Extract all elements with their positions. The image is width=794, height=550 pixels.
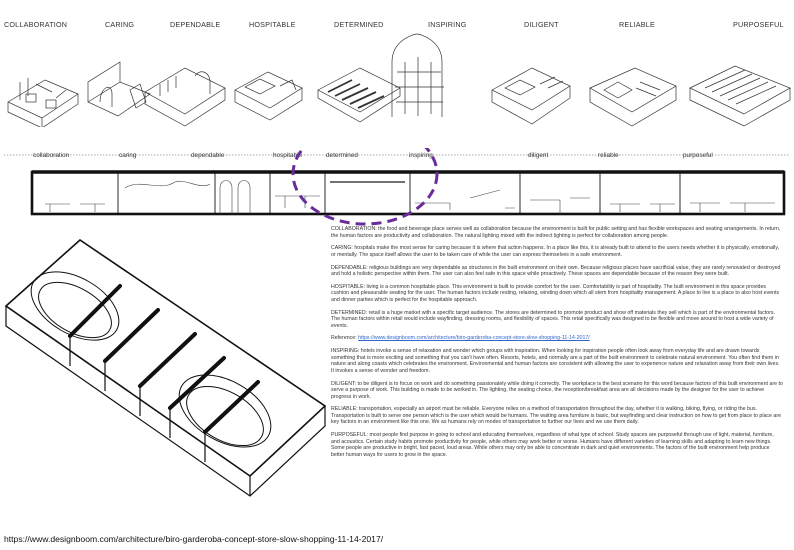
sketch-reliable [590,68,676,126]
section-label-hospitable: hospitable [273,152,303,159]
header-inspiring: INSPIRING [428,20,467,29]
sketch-purposeful [690,66,790,126]
sketch-caring [88,62,150,116]
header-purposeful: PURPOSEFUL [733,20,784,29]
axonometric-plan-detail [0,236,330,536]
building-section-strip [0,148,794,228]
paragraph-reliable: RELIABLE: transportation, especially an airport must be reliable. Everyone relies on a method of transportation throughout the day, whether it is walking, biking, flying, or riding the bus. Transportation is built to serve one person which is the user which would be humans. The waiting area furniture is basic, but wayfinding and clear instruction on how to get from place to place are key factors in an environment like this one. We as humans rely on modes of transportation to further our lives and we use them daily. [331,406,781,426]
sketch-collaboration [8,78,78,127]
header-determined: DETERMINED [334,20,384,29]
paragraph-diligent: DILIGENT: to be diligent is to focus on work and do something passionately while doing it correctly. The workplace is the best scenario for this word because factors of this built environment are to serve a purpose of work. This building is made to be worked in. The lighting, the seating choice, the reception/breakfast area are all decisions made by the designer for the user to achieve progress in work. [331,380,783,400]
section-label-dependable: dependable [191,152,225,159]
paragraph-collaboration: COLLABORATION: the food and beverage place serves well as collaboration because the environment is built for public setting and has flexible workspaces and seating arrangements. In return, the human factors are productivity and collaboration. The natural lighting mixed with the indirect lighting is perfect for collaboration among people. [331,226,781,239]
sketch-diligent [492,68,570,124]
header-diligent: DILIGENT [524,20,559,29]
sketch-determined [318,68,400,122]
sketch-hospitable [235,72,302,120]
section-label-determined: determined [326,152,358,159]
header-reliable: RELIABLE [619,20,655,29]
reference-link[interactable]: https://www.designboom.com/architecture/biro-garderoba-concept-store-slow-shopping-11-14-2017/ [358,335,590,342]
paragraph-purposeful: PURPOSEFUL: most people find purpose in going to school and educating themselves, regardless of what type of school. Study spaces are purposeful through use of light, material, furniture, and acoustics. Certain study habits promote productivity for people, while others may work better or worse. Humans have different varieties of learning skills and adapting to learn new things. Some people are productive in bright, fast paced, loud areas. While others may only be able to concentrate in dark and quiet environments. The factors of the built environment help produce better human ways for users to grow in the space. [331,432,774,458]
description-text [331,226,783,464]
header-collaboration: COLLABORATION [4,20,68,29]
paragraph-caring: CARING: hospitals make the most sense for caring because it is where that action happens. In a place like this, it is already built to attend to the users needs whether it is physically, emotionally, or mentally. The space itself allows the user to be taken care of while the user can express themselves in a safe environment. [331,245,780,258]
section-label-reliable: reliable [598,152,619,159]
paragraph-hospitable: HOSPITABLE: living is a common hospitable place. This environment is built to provide comfort for the user. Comfortability is part of hospitality. The built environment in this space provides cushion and pleasurable seating for the user. The human factors include resting, relaxing, winding down which all stem from hospitality management. A place to live is a place to also host events and dinner parties which is perfect for the hospitable approach. [331,283,780,303]
section-label-collaboration: collaboration [33,152,70,159]
reference: Reference: https://www.designboom.com/architecture/biro-garderoba-concept-store-slow-shopping-11-14-2017/ [331,335,590,342]
paragraph-inspiring: INSPIRING: hotels invoke a sense of relaxation and wonder which groups with inspiration. When looking for inspiration people often look away from everyday life and are drawn towards something that is more exciting and something that you can't have often. Resorts, hotels, and normally are a part of the built environment to celebrate natural environment. You often find them in nature and along coasts which celebrates the environment. Environmental and human factors are consistent with allowing the user to experience nature and relaxation away from their own lives. It invokes a sense of wonder and freedom. [331,348,780,374]
axonometric-sketches [0,32,794,127]
paragraph-determined: DETERMINED: retail is a huge market with a specific target audience. The stores are determined to promote product and show off materials they sell which is part of the environmental factors. The human factors within retail would include wayfinding, dressing rooms, and flexibility of spaces. This retail specifically was designed to be flexible and move around to host a wide variety of events. [331,309,775,329]
section-label-diligent: diligent [528,152,549,159]
header-dependable: DEPENDABLE [170,20,221,29]
header-hospitable: HOSPITABLE [249,20,296,29]
header-caring: CARING [105,20,135,29]
sketch-inspiring [392,34,444,117]
section-label-inspiring: inspiring [409,152,433,159]
paragraph-dependable: DEPENDABLE: religious buildings are very dependable as structures in the built environment on their own. Because religious places have sacrificial value, they are rarely renovated or destroyed and hold a holistic perspective within them. The user can also feel safe in this space while proactively. These spaces are dependable because of the reason they were built. [331,264,781,278]
section-label-caring: caring [119,152,137,159]
footer-url[interactable]: https://www.designboom.com/architecture/biro-garderoba-concept-store-slow-shopping-11-14-2017/ [4,534,384,544]
highlight-ellipse [293,148,437,224]
section-label-purposeful: purposeful [683,152,713,159]
sketch-dependable [145,68,225,126]
